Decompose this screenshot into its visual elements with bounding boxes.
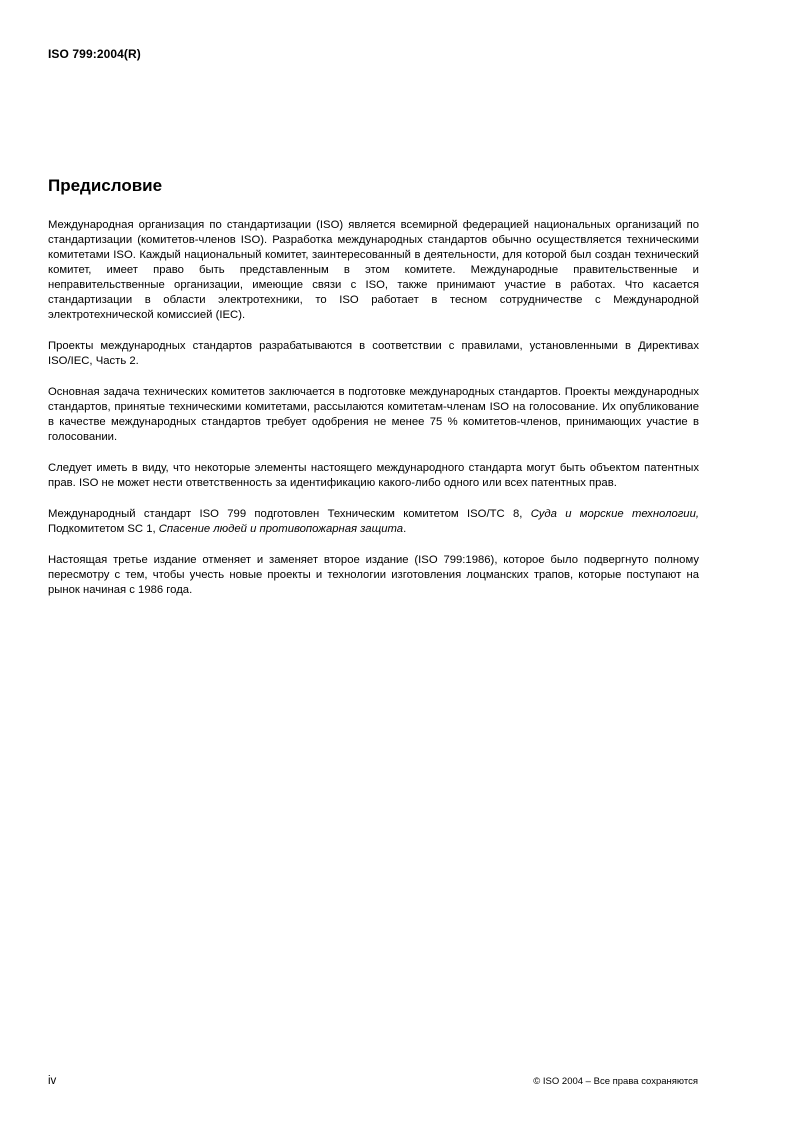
committee-name: Суда и морские технологии, [530,508,699,520]
paragraph-directives: Проекты международных стандартов разрабатываются в соответствии с правилами, установленными в Директивах ISO/IEC, Часть 2. [48,340,699,367]
prepared-by-text-3: . [403,523,407,535]
paragraph-iso-organization: Международная организация по стандартизации (ISO) является всемирной федерацией национальных организаций по стандартизации (комитетов-членов ISO). Разработка международных стандартов обычно осуществляется техническими комитетами ISO. Каждый национальный комитет, заинтересованный в деятельности, для которой был создан технический комитет, имеет право быть представленным в этом комитете. Международные правительственные и неправительственные организации, имеющие связи с ISO, также принимают участие в работах. Что касается стандартизации в области электротехники, то ISO работает в тесном сотрудничестве с Международной электротехнической комиссией (IEC). [48,219,699,321]
paragraph-technical-committees: Основная задача технических комитетов заключается в подготовке международных стандартов. Проекты международных стандартов, принятые техническими комитетами, рассылаются комитетам-членам ISO на голосование. Их опубликование в качестве международных стандартов требует одобрения не менее 75 % комитетов-членов, принимающих участие в голосовании. [48,386,699,443]
paragraph-patent-rights: Следует иметь в виду, что некоторые элементы настоящего международного стандарта могут быть объектом патентных прав. ISO не может нести ответственность за идентификацию какого-либо одного или всех патентных прав. [48,462,699,489]
foreword-body [48,218,699,614]
subcommittee-name: Спасение людей и противопожарная защита [158,523,404,535]
prepared-by-text-1: Международный стандарт ISO 799 подготовлен Техническим комитетом ISO/TC 8, [48,508,531,520]
document-id-header: ISO 799:2004(R) [48,47,141,61]
section-title: Предисловие [48,176,163,195]
copyright-notice: © ISO 2004 – Все права сохраняются [533,1076,698,1087]
paragraph-edition-note: Настоящая третье издание отменяет и заменяет второе издание (ISO 799:1986), которое было подвергнуто полному пересмотру с тем, чтобы учесть новые проекты и технологии изготовления лоцманских трапов, которые поступают на рынок начиная с 1986 года. [48,554,699,596]
page-number: iv [48,1075,57,1087]
paragraph-prepared-by [48,507,699,537]
prepared-by-text-2: Подкомитетом SC 1, [48,523,159,535]
